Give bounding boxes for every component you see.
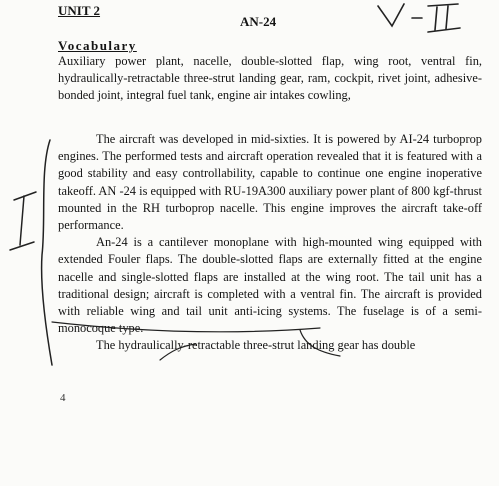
vocabulary-list: Auxiliary power plant, nacelle, double-slotted flap, wing root, ventral fin, hydraulically-retractable three-strut landing gear, ram, cockpit, rivet joint, adhesive-bonded joint, integral fuel tank, engine air intakes cowling, — [58, 54, 482, 102]
vocabulary-heading: Vocabulary — [58, 38, 137, 53]
page-title: AN-24 — [240, 14, 277, 29]
margin-bracket — [10, 140, 52, 365]
unit-label: UNIT 2 — [58, 3, 101, 18]
handwritten-note-top-right — [378, 4, 460, 32]
paragraph-2: An-24 is a cantilever monoplane with high-mounted wing equipped with extended Fouler flaps. The double-slotted flaps are externally fitted at the engine nacelle and single-slotted flaps are installed at the wing root. The tail unit has a traditional design; aircraft is completed with a ventral fin. The aircraft is provided with reliable wing and tail unit anti-icing systems. The fuselage is of a semi-monocoque type. — [58, 235, 482, 336]
paragraph-3: The hydraulically-retractable three-strut landing gear has double — [96, 338, 416, 353]
page-number: 4 — [60, 392, 66, 404]
paragraph-1: The aircraft was developed in mid-sixties. It is powered by AI-24 turboprop engines. The performed tests and aircraft operation revealed that it is featured with a good stability and easy controllability, capable to continue one engine inoperative takeoff. AN -24 is equipped with RU-19A300 auxiliary power plant of 800 kgf-thrust mounted in the RH turboprop nacelle. This engine improves the aircraft take-off performance. — [58, 132, 482, 233]
body-text — [58, 131, 482, 355]
